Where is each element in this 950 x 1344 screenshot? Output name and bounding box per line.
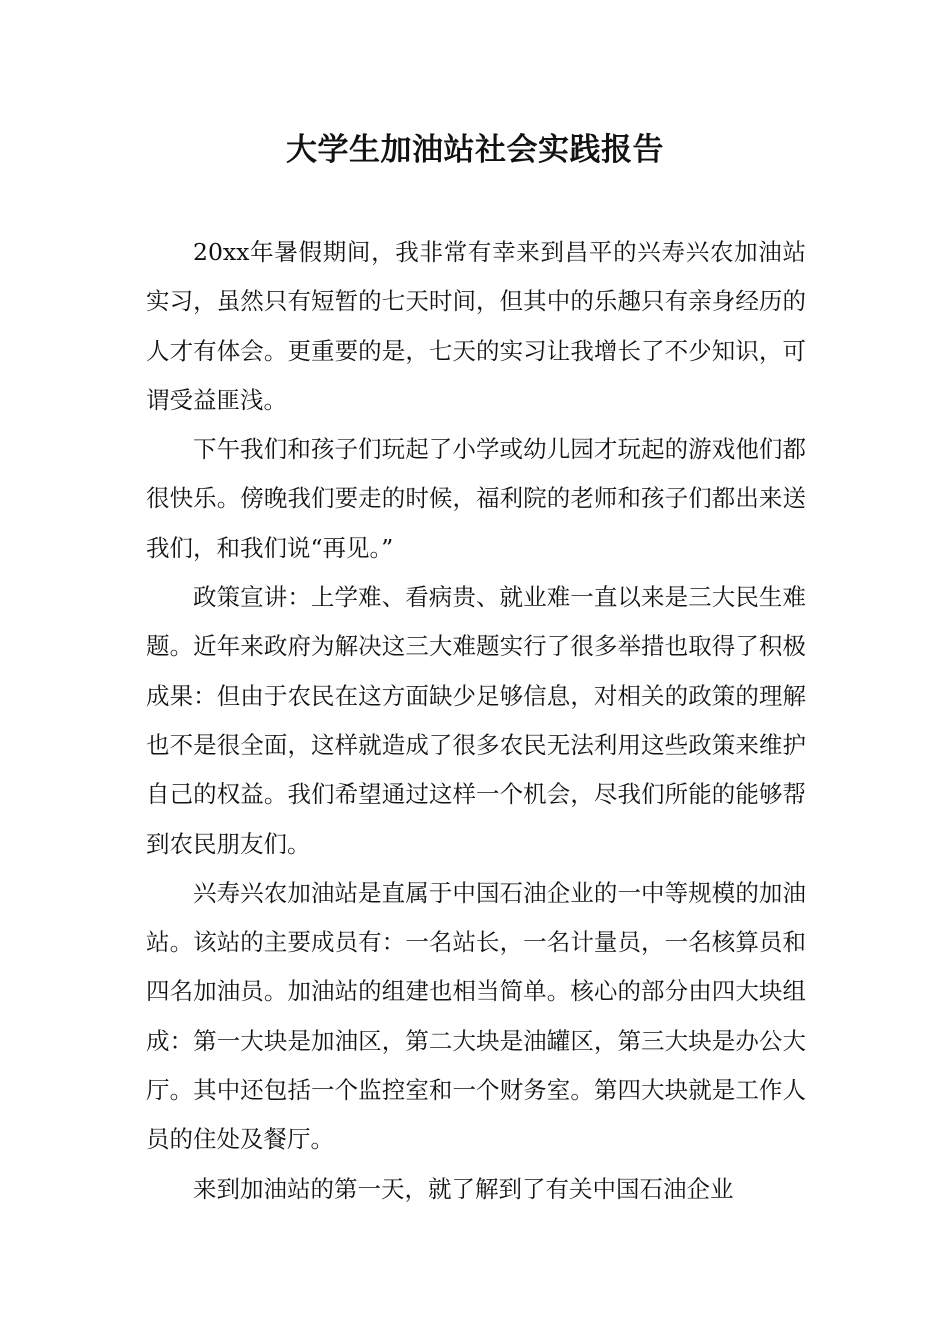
document-title: 大学生加油站社会实践报告: [286, 132, 664, 168]
paragraph-2: 下午我们和孩子们玩起了小学或幼儿园才玩起的游戏他们都很快乐。傍晚我们要走的时候，福利院的老师和孩子们都出来送我们，和我们说“再见。”: [146, 435, 806, 562]
paragraph-5: 来到加油站的第一天，就了解到了有关中国石油企业: [193, 1174, 734, 1203]
document-body: [146, 228, 806, 1214]
paragraph-4: 兴寿兴农加油站是直属于中国石油企业的一中等规模的加油站。该站的主要成员有：一名站长，一名计量员，一名核算员和四名加油员。加油站的组建也相当简单。核心的部分由四大块组成：第一大块是加油区，第二大块是油罐区，第三大块是办公大厅。其中还包括一个监控室和一个财务室。第四大块就是工作人员的住处及餐厅。: [146, 878, 806, 1154]
paragraph-3: 政策宣讲：上学难、看病贵、就业难一直以来是三大民生难题。近年来政府为解决这三大难题实行了很多举措也取得了积极成果：但由于农民在这方面缺少足够信息，对相关的政策的理解也不是很全面，这样就造成了很多农民无法利用这些政策来维护自己的权益。我们希望通过这样一个机会，尽我们所能的能够帮到农民朋友们。: [146, 583, 806, 858]
paragraph-1: 20xx年暑假期间，我非常有幸来到昌平的兴寿兴农加油站实习，虽然只有短暂的七天时间，但其中的乐趣只有亲身经历的人才有体会。更重要的是，七天的实习让我增长了不少知识，可谓受益匪浅。: [146, 238, 806, 414]
